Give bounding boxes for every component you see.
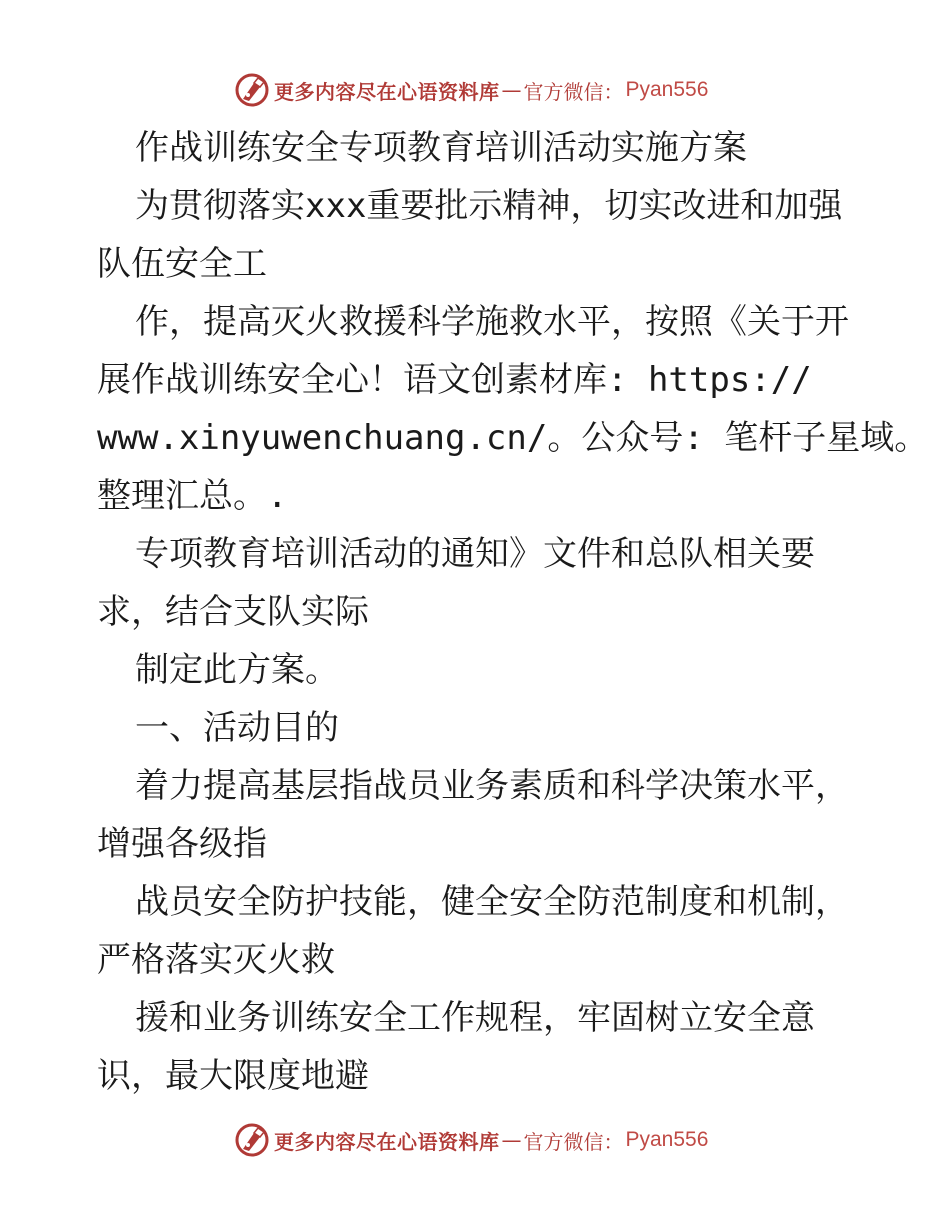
document-body bbox=[97, 119, 929, 1105]
footer-banner bbox=[0, 1120, 950, 1160]
section-heading: 一、活动目的 bbox=[135, 708, 339, 748]
paragraph-line: 增强各级指 bbox=[97, 824, 267, 864]
banner-wechat-label: 官方微信： bbox=[523, 1129, 624, 1154]
paragraph-line-url: www.xinyuwenchuang.cn/。公众号: 笔杆子星域。 bbox=[97, 418, 929, 458]
banner-brand-text: 更多内容尽在心语资料库 bbox=[274, 1129, 500, 1154]
paragraph-line: 整理汇总。. bbox=[97, 476, 288, 516]
banner-wechat-id: Pyan556 bbox=[625, 78, 709, 101]
paragraph-line: 援和业务训练安全工作规程，牢固树立安全意 bbox=[135, 998, 815, 1038]
banner-brand-text: 更多内容尽在心语资料库 bbox=[274, 79, 500, 104]
paragraph-line: 队伍安全工 bbox=[97, 244, 267, 284]
paragraph-line: 求，结合支队实际 bbox=[97, 592, 369, 632]
paragraph-line: 作，提高灭火救援科学施救水平，按照《关于开 bbox=[135, 302, 849, 342]
paragraph-line: 战员安全防护技能，健全安全防范制度和机制， bbox=[135, 882, 849, 922]
banner-dash: — bbox=[501, 78, 522, 102]
paragraph-line: 着力提高基层指战员业务素质和科学决策水平， bbox=[135, 766, 849, 806]
paragraph-line: 严格落实灭火救 bbox=[97, 940, 335, 980]
paragraph-line: 识，最大限度地避 bbox=[97, 1056, 369, 1096]
doc-title: 作战训练安全专项教育培训活动实施方案 bbox=[135, 128, 747, 168]
paragraph-line: 展作战训练安全心！语文创素材库: https:// bbox=[97, 360, 812, 400]
banner-wechat-label: 官方微信： bbox=[523, 79, 624, 104]
banner-dash: — bbox=[501, 1128, 522, 1152]
header-banner-content bbox=[234, 70, 708, 110]
footer-banner-content bbox=[234, 1120, 708, 1160]
header-banner bbox=[0, 70, 950, 110]
pen-nib-circle-icon bbox=[234, 1122, 270, 1158]
banner-wechat-id: Pyan556 bbox=[625, 1128, 709, 1151]
pen-nib-circle-icon bbox=[234, 72, 270, 108]
paragraph-line: 专项教育培训活动的通知》文件和总队相关要 bbox=[135, 534, 815, 574]
paragraph-line: 为贯彻落实xxx重要批示精神，切实改进和加强 bbox=[135, 186, 843, 226]
paragraph-line: 制定此方案。 bbox=[135, 650, 339, 690]
